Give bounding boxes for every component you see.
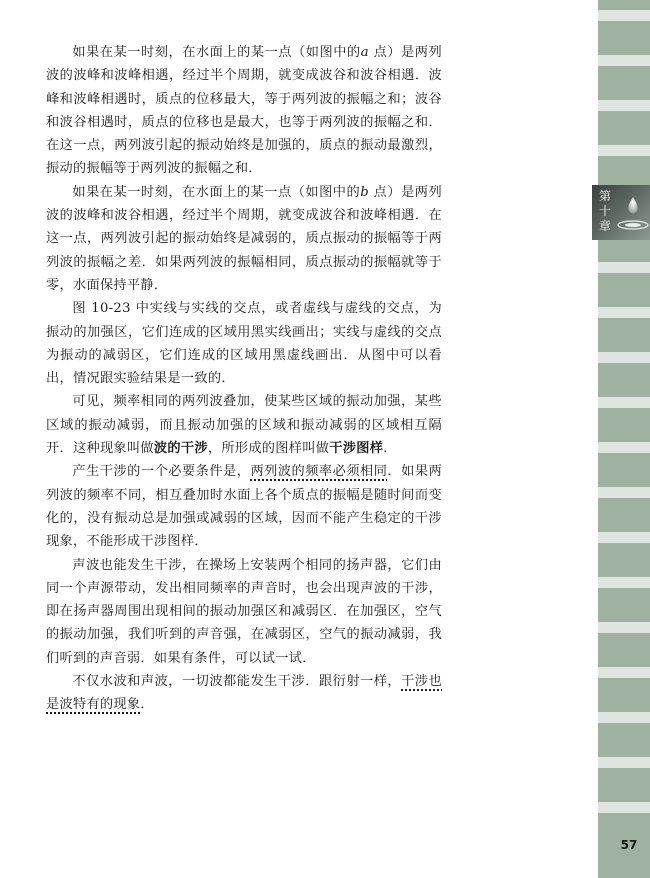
term-interference-pattern: 干涉图样 [329, 441, 384, 457]
paragraph-1 [46, 41, 442, 181]
strip-band [598, 667, 650, 678]
paragraph-2 [46, 181, 442, 297]
strip-band [598, 10, 650, 21]
paragraph-2-text-a: 如果在某一时刻，在水面上的某一点（如图中的 [72, 184, 361, 200]
paragraph-1-text-b: 点）是两列波的波峰和波峰相遇，经过半个周期，就变成波谷和波谷相遇．波峰和波峰相遇时，质点的位移最大，等于两列波的振幅之和；波谷和波谷相遇时，质点的位移也是最大，也等于两列波的振幅之和．在这一点，两列波引起的振动始终是加强的，质点的振动最激烈，振动的振幅等于两列波的振幅之和． [46, 45, 442, 177]
chapter-label: 第十章 [598, 189, 611, 233]
side-decoration-strip [598, 0, 650, 878]
strip-band [598, 577, 650, 588]
strip-band [598, 145, 650, 156]
strip-band [598, 487, 650, 498]
paragraph-4-text-b: ，所形成的图样叫做 [207, 441, 330, 457]
page-number: 57 [620, 838, 638, 852]
paragraph-7-text-b: ． [140, 697, 154, 713]
paragraph-4-text-a: 可见，频率相同的两列波叠加，使某些区域的振动加强，某些区域的振动减弱，而且振动加强的区域和振动减弱的区域相互隔开．这种现象叫做 [46, 394, 442, 457]
strip-band [598, 802, 650, 813]
emphasis-interference-unique: 干涉也是波特有的现象 [46, 674, 442, 713]
paragraph-3: 图 10-23 中实线与实线的交点，或者虚线与虚线的交点，为振动的加强区，它们连成的区域用黑实线画出；实线与虚线的交点为振动的减弱区，它们连成的区域用黑虚线画出．从图中可以看出，情况跟实验结果是一致的． [46, 301, 442, 387]
strip-band [598, 352, 650, 363]
strip-band [598, 622, 650, 633]
point-a-label: a [360, 45, 369, 60]
strip-band [598, 712, 650, 723]
strip-band [598, 307, 650, 318]
body-text [46, 41, 442, 717]
emphasis-same-frequency: 两列波的频率必须相同 [250, 464, 388, 480]
paragraph-1-text-a: 如果在某一时刻，在水面上的某一点（如图中的 [72, 45, 361, 60]
strip-band [598, 757, 650, 768]
water-drop-icon [616, 191, 650, 235]
paragraph-5-text-a: 产生干涉的一个必要条件是， [72, 464, 251, 480]
paragraph-6: 声波也能发生干涉，在操场上安装两个相同的扬声器，它们由同一个声源带动，发出相同频率的声音时，也会出现声波的干涉，即在扬声器周围出现相间的振动加强区和减弱区．在加强区，空气的振动加强，我们听到的声音强，在减弱区，空气的振动减弱，我们听到的声音弱．如果有条件，可以试一试． [46, 557, 442, 666]
chapter-tab [592, 185, 650, 240]
paragraph-4-text-c: ． [383, 441, 397, 457]
strip-band [598, 100, 650, 111]
paragraph-5-text-b: ．如果两列波的频率不同，相互叠加时水面上各个质点的振幅是随时间而变化的，没有振动总是加强或减弱的区域，因而不能产生稳定的干涉现象，不能形成干涉图样． [46, 464, 442, 550]
strip-band [598, 262, 650, 273]
paragraph-5 [46, 460, 442, 553]
paragraph-7-text-a: 不仅水波和声波，一切波都能发生干涉．跟衍射一样， [72, 674, 402, 690]
strip-band [598, 532, 650, 543]
point-b-label: b [360, 184, 369, 200]
strip-band [598, 55, 650, 66]
term-wave-interference: 波的干涉 [153, 441, 208, 457]
strip-band [598, 442, 650, 453]
paragraph-7 [46, 670, 442, 717]
paragraph-2-text-b: 点）是两列波的波峰和波谷相遇，经过半个周期，就变成波谷和波峰相遇．在这一点，两列波引起的振动始终是减弱的，质点振动的振幅等于两列波的振幅之差．如果两列波的振幅相同，质点振动的振幅就等于零，水面保持平静． [46, 184, 442, 293]
strip-band [598, 397, 650, 408]
paragraph-4 [46, 390, 442, 460]
